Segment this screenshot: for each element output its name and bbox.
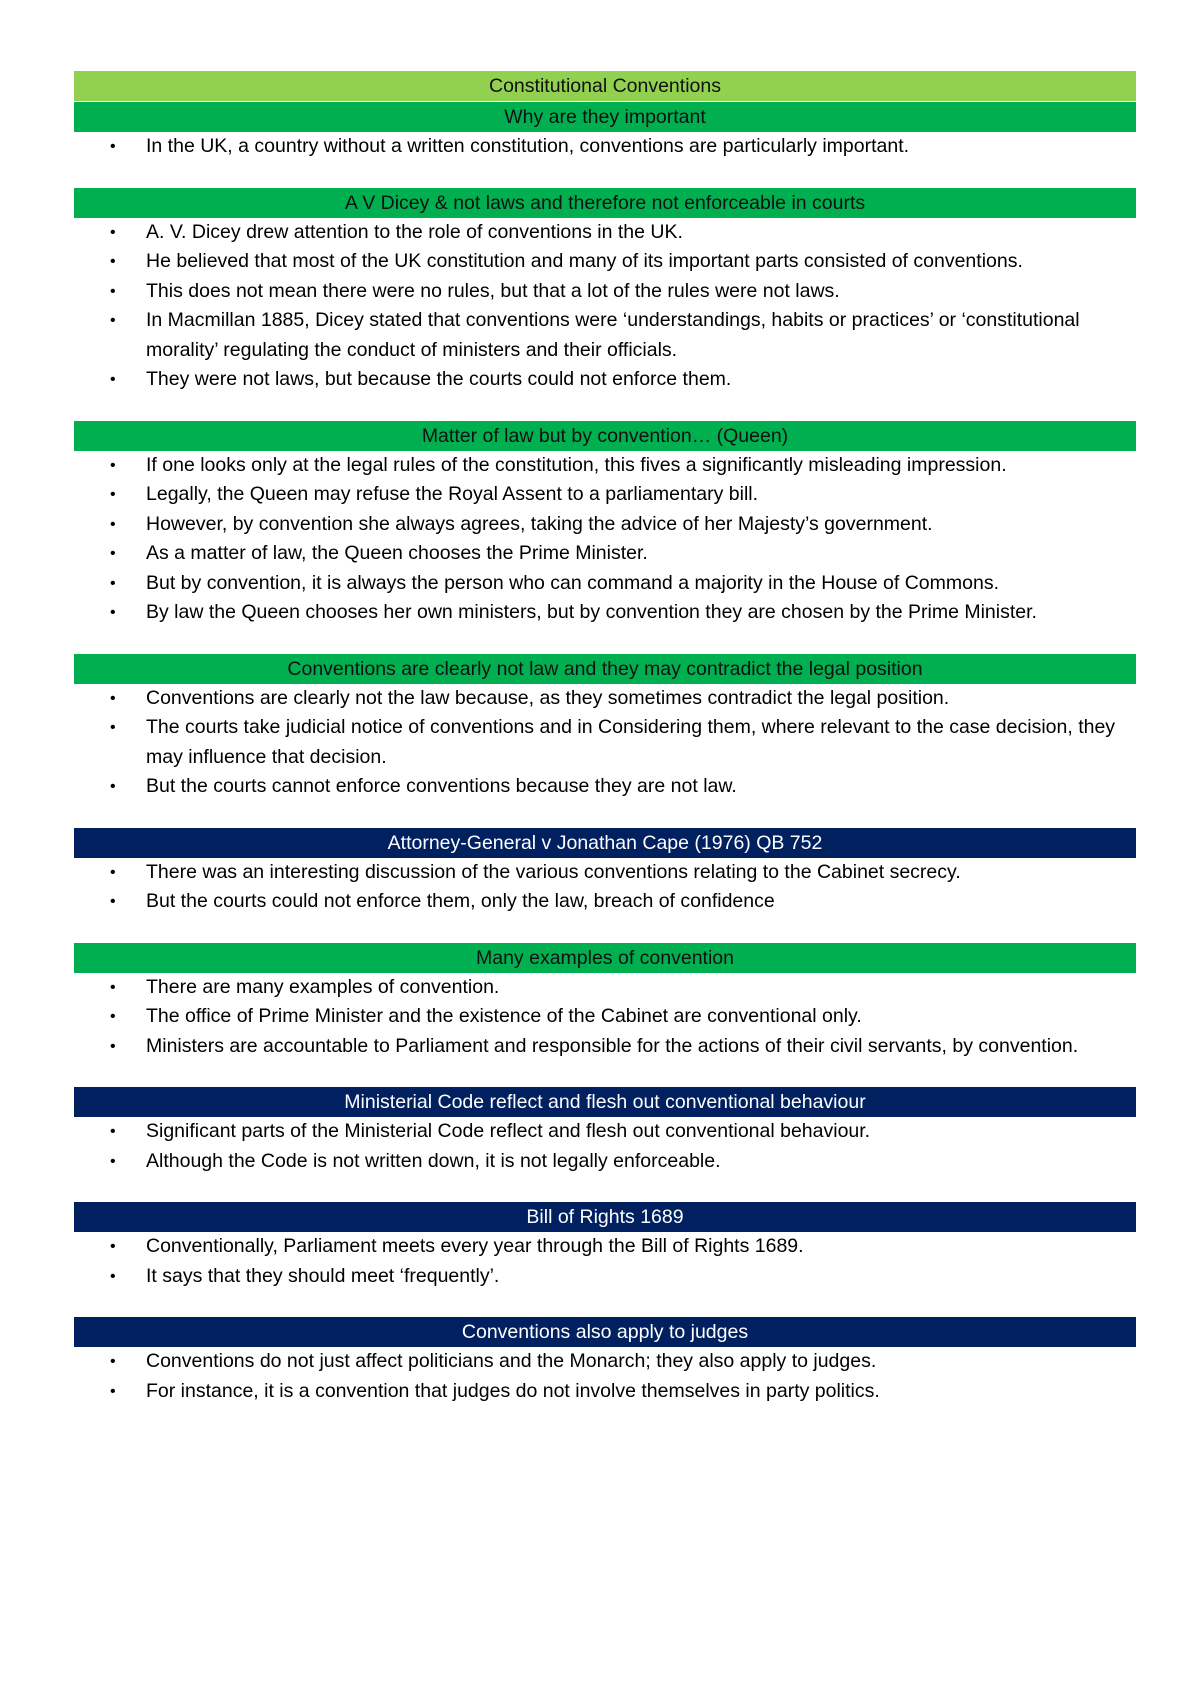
bullet-icon: • xyxy=(110,778,116,795)
bullet-icon: • xyxy=(110,893,116,910)
document-title: Constitutional Conventions xyxy=(74,71,1136,101)
list-item xyxy=(74,365,1136,395)
bullet-icon: • xyxy=(110,515,116,533)
document xyxy=(74,71,1136,1432)
bullet-text: However, by convention she always agrees, taking the advice of her Majesty’s government. xyxy=(146,512,933,535)
section-heading: A V Dicey & not laws and therefore not enforceable in courts xyxy=(74,188,1136,218)
section-heading: Many examples of convention xyxy=(74,943,1136,973)
bullet-text: The courts take judicial notice of conventions and in Considering them, where relevant to the case decision, they may influence that decision. xyxy=(146,716,1116,768)
list-item xyxy=(74,277,1136,307)
section xyxy=(74,188,1136,395)
list-item xyxy=(74,684,1136,714)
list-item xyxy=(74,772,1136,802)
bullet-text: A. V. Dicey drew attention to the role of conventions in the UK. xyxy=(146,220,683,243)
bullet-list xyxy=(74,1347,1136,1406)
bullet-icon: • xyxy=(110,456,116,474)
list-item xyxy=(74,306,1136,365)
bullet-icon: • xyxy=(110,282,116,300)
section-heading: Bill of Rights 1689 xyxy=(74,1202,1136,1232)
bullet-list xyxy=(74,218,1136,395)
list-item xyxy=(74,1347,1136,1377)
bullet-list xyxy=(74,451,1136,628)
bullet-icon: • xyxy=(110,138,116,155)
bullet-text: He believed that most of the UK constitution and many of its important parts consisted of conventions. xyxy=(146,250,1023,272)
bullet-icon: • xyxy=(110,545,116,562)
bullet-icon: • xyxy=(110,253,116,270)
list-item xyxy=(74,218,1136,248)
section-heading: Matter of law but by convention… (Queen) xyxy=(74,421,1136,451)
bullet-icon: • xyxy=(110,1382,116,1400)
list-item xyxy=(74,858,1136,888)
bullet-icon: • xyxy=(110,312,116,329)
section xyxy=(74,1317,1136,1406)
list-item xyxy=(74,1377,1136,1407)
bullet-text: By law the Queen chooses her own ministers, but by convention they are chosen by the Prime Minister. xyxy=(146,601,1037,623)
bullet-icon: • xyxy=(110,863,116,881)
section-heading: Why are they important xyxy=(74,102,1136,132)
bullet-icon: • xyxy=(110,604,116,621)
list-item xyxy=(74,1147,1136,1177)
bullet-list xyxy=(74,1232,1136,1291)
bullet-list xyxy=(74,973,1136,1062)
bullet-list xyxy=(74,1117,1136,1176)
section xyxy=(74,1087,1136,1176)
bullet-text: They were not laws, but because the courts could not enforce them. xyxy=(146,368,732,390)
bullet-text: It says that they should meet ‘frequently’. xyxy=(146,1264,500,1287)
section xyxy=(74,943,1136,1062)
bullet-icon: • xyxy=(110,1123,116,1140)
list-item xyxy=(74,1117,1136,1147)
bullet-text: Conventions do not just affect politicians and the Monarch; they also apply to judges. xyxy=(146,1350,877,1372)
bullet-icon: • xyxy=(110,1238,116,1255)
bullet-list xyxy=(74,132,1136,162)
list-item xyxy=(74,887,1136,917)
list-item xyxy=(74,598,1136,628)
list-item xyxy=(74,132,1136,162)
bullet-text: Although the Code is not written down, it is not legally enforceable. xyxy=(146,1149,721,1172)
section-heading: Conventions also apply to judges xyxy=(74,1317,1136,1347)
bullet-text: Conventions are clearly not the law because, as they sometimes contradict the legal position. xyxy=(146,686,950,709)
bullet-text: This does not mean there were no rules, but that a lot of the rules were not laws. xyxy=(146,279,840,302)
bullet-icon: • xyxy=(110,1008,116,1025)
bullet-text: The office of Prime Minister and the existence of the Cabinet are conventional only. xyxy=(146,1005,862,1027)
bullet-icon: • xyxy=(110,486,116,503)
list-item xyxy=(74,539,1136,569)
bullet-list xyxy=(74,684,1136,802)
bullet-text: But by convention, it is always the person who can command a majority in the House of Commons. xyxy=(146,571,999,594)
section xyxy=(74,421,1136,628)
bullet-icon: • xyxy=(110,1037,116,1055)
bullet-text: Ministers are accountable to Parliament and responsible for the actions of their civil servants, by convention. xyxy=(146,1034,1079,1057)
bullet-text: But the courts cannot enforce conventions because they are not law. xyxy=(146,775,737,797)
list-item xyxy=(74,1032,1136,1062)
bullet-text: As a matter of law, the Queen chooses the Prime Minister. xyxy=(146,542,648,564)
bullet-icon: • xyxy=(110,223,116,241)
bullet-text: In Macmillan 1885, Dicey stated that conventions were ‘understandings, habits or practices’ or ‘constitutional morality’ regulating the conduct of ministers and their officials. xyxy=(146,309,1080,361)
list-item xyxy=(74,713,1136,772)
bullet-icon: • xyxy=(110,1267,116,1285)
bullet-icon: • xyxy=(110,371,116,388)
section xyxy=(74,828,1136,917)
section-heading: Conventions are clearly not law and they may contradict the legal position xyxy=(74,654,1136,684)
bullet-text: In the UK, a country without a written constitution, conventions are particularly important. xyxy=(146,135,910,157)
bullet-text: For instance, it is a convention that judges do not involve themselves in party politics. xyxy=(146,1379,880,1402)
bullet-icon: • xyxy=(110,719,116,736)
bullet-text: Significant parts of the Ministerial Code reflect and flesh out conventional behaviour. xyxy=(146,1120,871,1142)
bullet-list xyxy=(74,858,1136,917)
bullet-icon: • xyxy=(110,1353,116,1370)
bullet-text: If one looks only at the legal rules of the constitution, this fives a significantly misleading impression. xyxy=(146,453,1007,476)
bullet-text: But the courts could not enforce them, only the law, breach of confidence xyxy=(146,890,775,912)
list-item xyxy=(74,1232,1136,1262)
bullet-text: There are many examples of convention. xyxy=(146,975,500,998)
bullet-icon: • xyxy=(110,689,116,707)
list-item xyxy=(74,1262,1136,1292)
list-item xyxy=(74,451,1136,481)
list-item xyxy=(74,1002,1136,1032)
section-heading: Attorney-General v Jonathan Cape (1976) QB 752 xyxy=(74,828,1136,858)
list-item xyxy=(74,973,1136,1003)
sections-container xyxy=(74,102,1136,1406)
bullet-icon: • xyxy=(110,1152,116,1170)
section xyxy=(74,1202,1136,1291)
list-item xyxy=(74,247,1136,277)
bullet-icon: • xyxy=(110,978,116,996)
list-item xyxy=(74,510,1136,540)
bullet-icon: • xyxy=(110,574,116,592)
list-item xyxy=(74,569,1136,599)
bullet-text: Conventionally, Parliament meets every year through the Bill of Rights 1689. xyxy=(146,1235,804,1257)
section xyxy=(74,654,1136,802)
bullet-text: Legally, the Queen may refuse the Royal Assent to a parliamentary bill. xyxy=(146,483,759,505)
section-heading: Ministerial Code reflect and flesh out conventional behaviour xyxy=(74,1087,1136,1117)
list-item xyxy=(74,480,1136,510)
section xyxy=(74,102,1136,162)
bullet-text: There was an interesting discussion of the various conventions relating to the Cabinet secrecy. xyxy=(146,860,961,883)
